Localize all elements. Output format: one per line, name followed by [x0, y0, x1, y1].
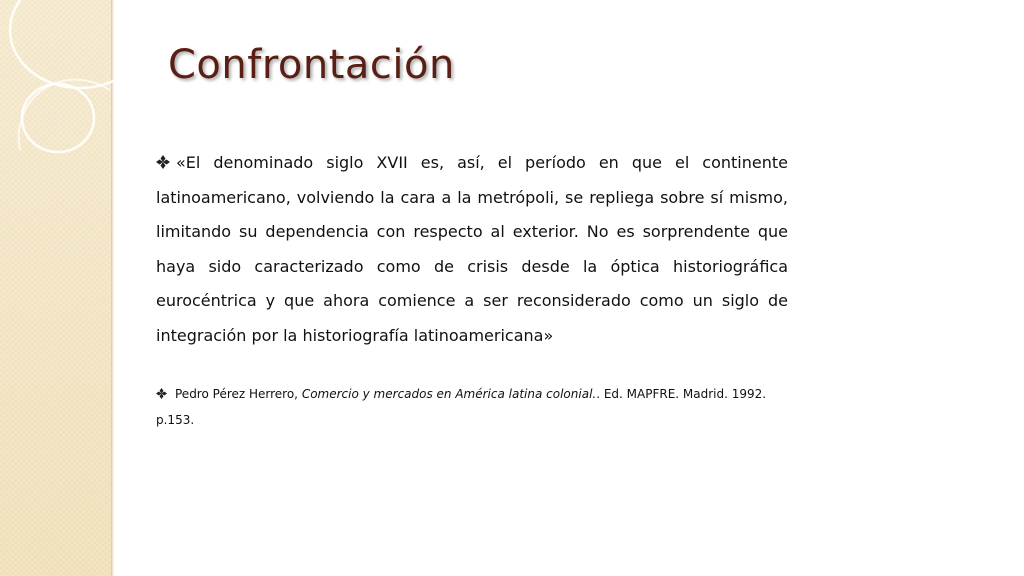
citation-author: Pedro Pérez Herrero,: [175, 387, 298, 401]
citation-work: Comercio y mercados en América latina colonial.: [301, 387, 597, 401]
quote-text: «El denominado siglo XVII es, así, el período en que el continente latinoamericano, volviendo la cara a la metrópoli, se repliega sobre sí mismo, limitando su dependencia con respecto al exterior. No es sorprendente que haya sido caracterizado como de crisis desde la óptica historiográfica eurocéntrica y que ahora comience a ser reconsiderado como un siglo de integración por la historiografía latinoamericana»: [156, 153, 788, 345]
four-diamond-bullet-icon: [156, 155, 170, 169]
slide-title: Confrontación: [168, 42, 455, 88]
citation-page: p.153.: [156, 413, 195, 427]
quote-paragraph: [156, 146, 788, 353]
four-diamond-bullet-icon: [156, 388, 167, 399]
citation: [156, 381, 788, 433]
slide-content: [156, 146, 788, 433]
citation-publisher: . Ed. MAPFRE. Madrid. 1992.: [596, 387, 767, 401]
